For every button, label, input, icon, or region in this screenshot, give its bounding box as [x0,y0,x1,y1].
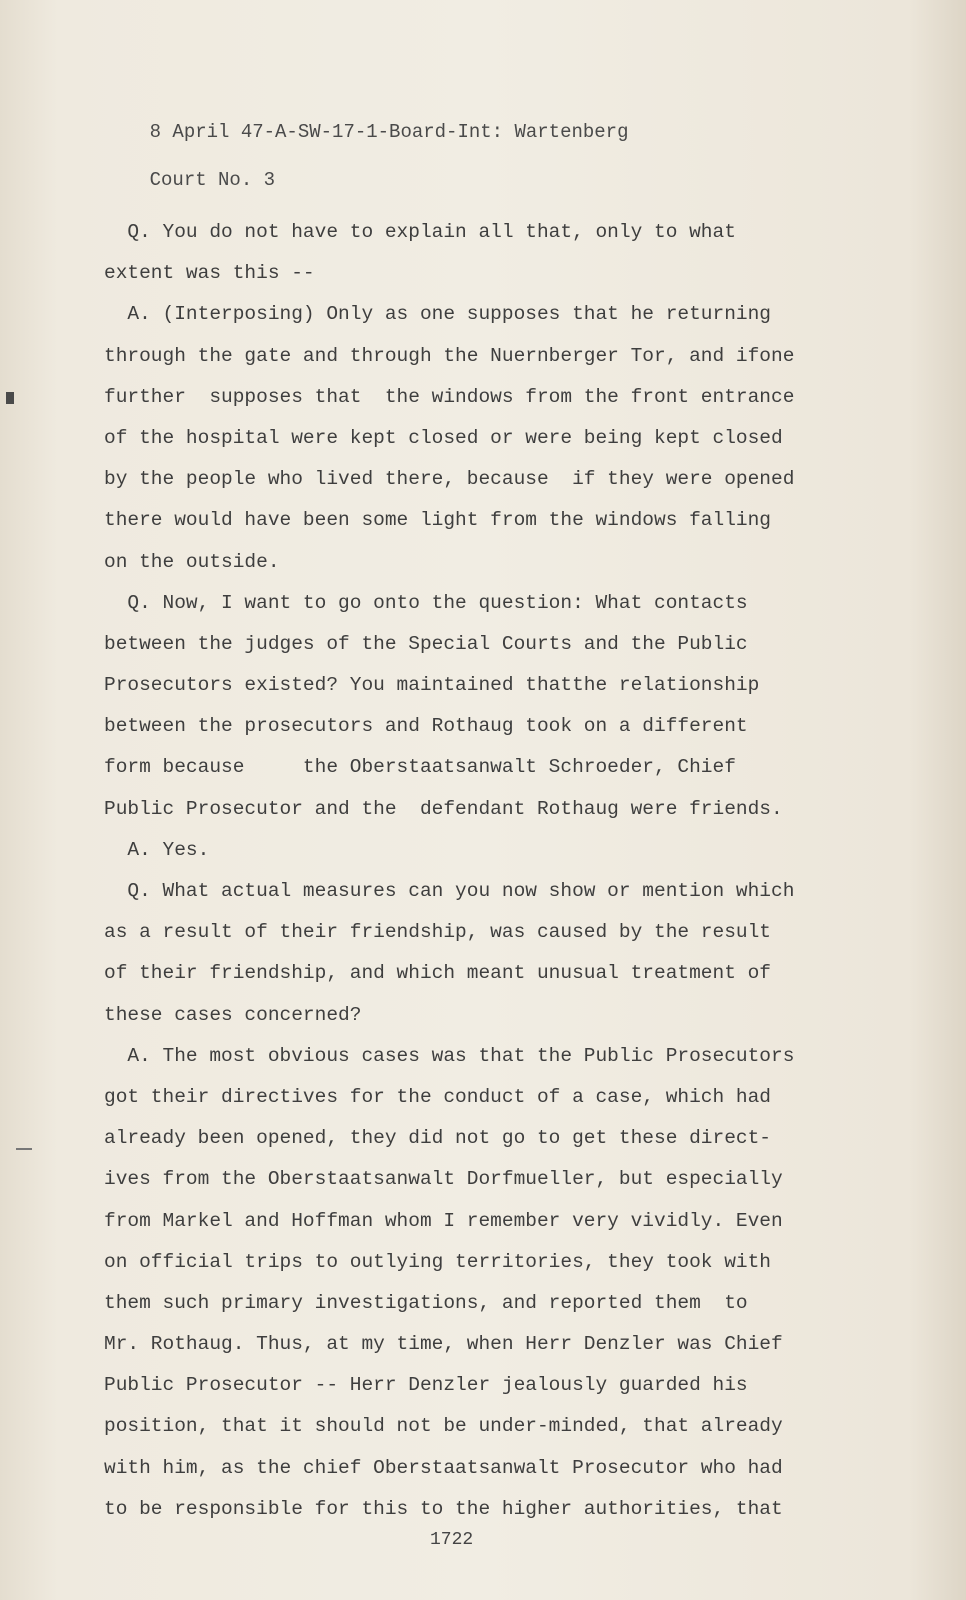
body-line: on the outside. [104,550,280,573]
body-line: by the people who lived there, because if they were opened [104,468,795,491]
body-line: on official trips to outlying territories, they took with [104,1250,772,1273]
body-line: between the prosecutors and Rothaug took on a different [104,715,748,738]
body-line: extent was this -- [104,262,315,285]
body-line: form because the Oberstaatsanwalt Schroeder, Chief [104,756,736,779]
page-number: 1722 [430,1530,474,1550]
body-line: of the hospital were kept closed or were being kept closed [104,426,783,449]
body-line: as a result of their friendship, was caused by the result [104,921,772,944]
body-line: from Markel and Hoffman whom I remember very vividly. Even [104,1209,783,1232]
body-line: A. The most obvious cases was that the Public Prosecutors [104,1044,795,1067]
body-line: A. (Interposing) Only as one supposes that he returning [104,303,772,326]
margin-mark [6,392,14,404]
body-line: Public Prosecutor and the defendant Rothaug were friends. [104,797,783,820]
body-line: ives from the Oberstaatsanwalt Dorfmueller, but especially [104,1168,783,1191]
body-line: Prosecutors existed? You maintained thatthe relationship [104,674,760,697]
body-line: to be responsible for this to the higher authorities, that [104,1497,783,1520]
body-line: Mr. Rothaug. Thus, at my time, when Herr Denzler was Chief [104,1333,783,1356]
body-line: there would have been some light from the windows falling [104,509,772,532]
body-line: with him, as the chief Oberstaatsanwalt Prosecutor who had [104,1456,783,1479]
document-header [104,96,629,216]
body-line: further supposes that the windows from the front entrance [104,385,795,408]
body-line: position, that it should not be under-minded, that already [104,1415,783,1438]
body-line: A. Yes. [104,838,210,861]
margin-mark [16,1148,32,1150]
body-line: Q. You do not have to explain all that, only to what [104,221,736,243]
body-line: already been opened, they did not go to get these direct- [104,1127,772,1150]
body-line: through the gate and through the Nuernberger Tor, and ifone [104,344,795,367]
body-line: these cases concerned? [104,1003,362,1026]
body-line: Public Prosecutor -- Herr Denzler jealously guarded his [104,1374,748,1397]
body-line: them such primary investigations, and reported them to [104,1291,748,1314]
header-reference-line: 8 April 47-A-SW-17-1-Board-Int: Wartenberg [149,121,629,143]
testimony-body [104,212,834,1530]
body-line: of their friendship, and which meant unusual treatment of [104,962,772,985]
body-line: between the judges of the Special Courts and the Public [104,632,748,655]
body-line: got their directives for the conduct of a case, which had [104,1085,772,1108]
header-court-line: Court No. 3 [149,169,276,191]
body-line: Q. What actual measures can you now show or mention which [104,880,795,902]
body-line: Q. Now, I want to go onto the question: What contacts [104,591,748,614]
